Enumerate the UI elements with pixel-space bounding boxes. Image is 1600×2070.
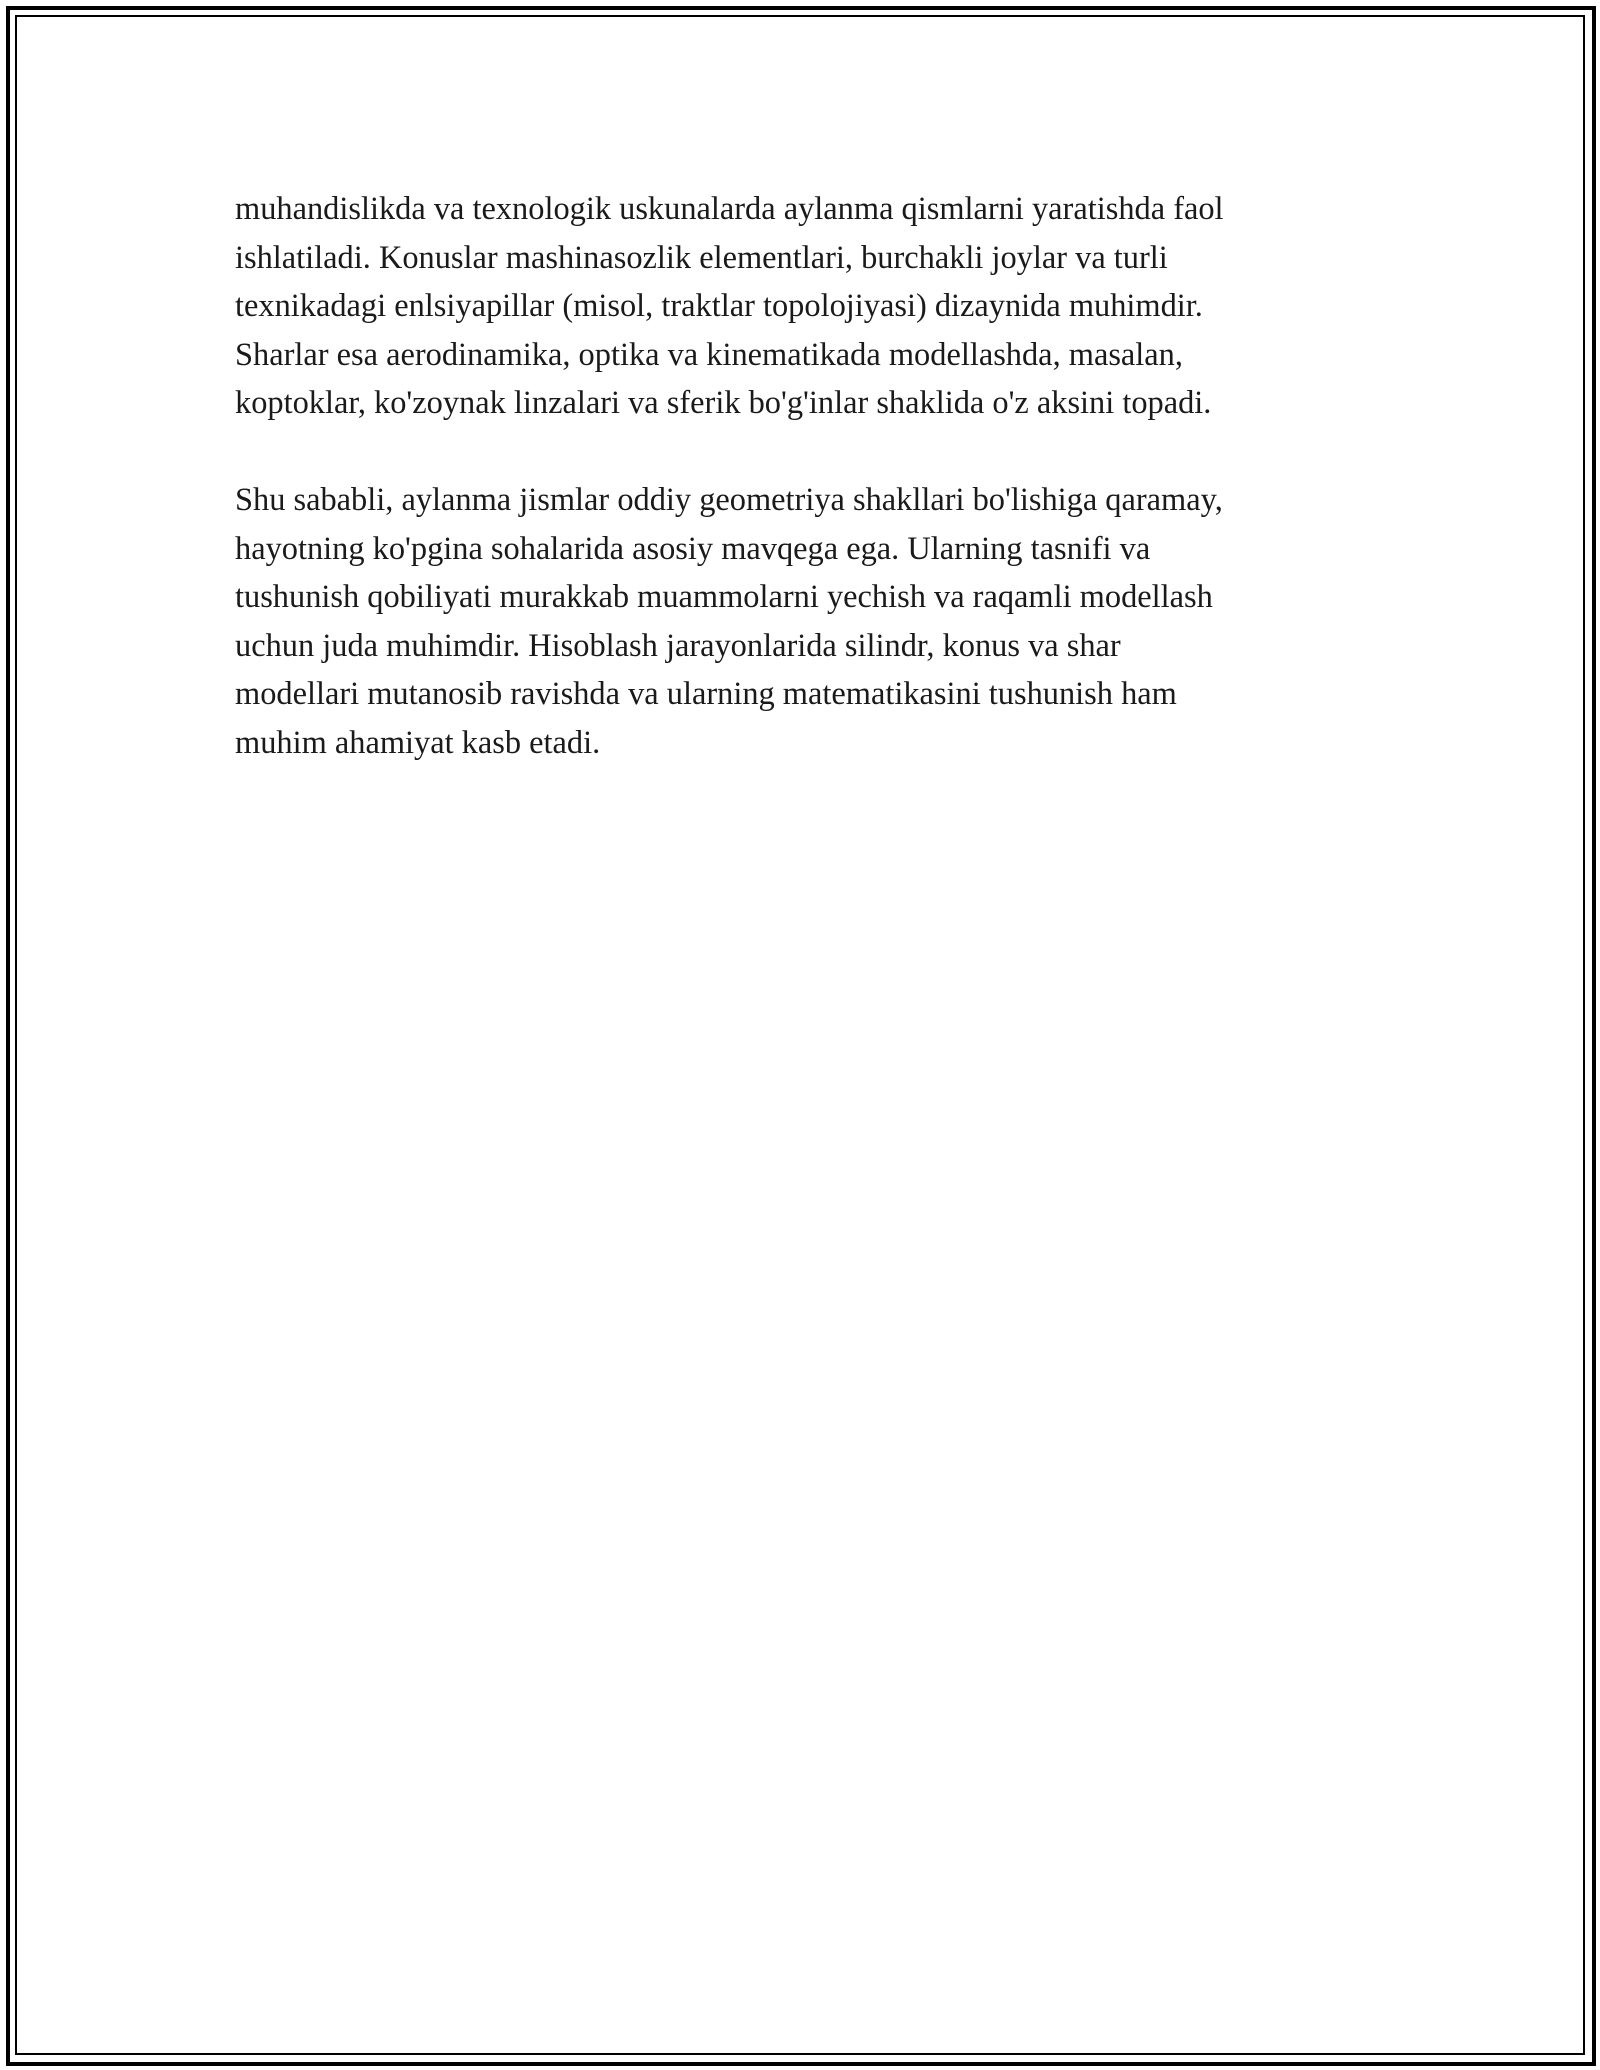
document-body <box>235 185 1380 767</box>
paragraph-1: muhandislikda va texnologik uskunalarda aylanma qismlarni yaratishda faol ishlatiladi. Konuslar mashinasozlik elementlari, burchakli joylar va turli texnikadagi enlsiyapillar (misol, traktlar topolojiyasi) dizaynida muhimdir. Sharlar esa aerodinamika, optika va kinematikada modellashda, masalan, koptoklar, ko'zoynak linzalari va sferik bo'g'inlar shaklida o'z aksini topadi. <box>235 191 1224 421</box>
paragraph-2: Shu sababli, aylanma jismlar oddiy geometriya shakllari bo'lishiga qaramay, hayotning ko'pgina sohalarida asosiy mavqega ega. Ularning tasnifi va tushunish qobiliyati murakkab muammolarni yechish va raqamli modellash uchun juda muhimdir. Hisoblash jarayonlarida silindr, konus va shar modellari mutanosib ravishda va ularning matematikasini tushunish ham muhim ahamiyat kasb etadi. <box>235 482 1223 761</box>
